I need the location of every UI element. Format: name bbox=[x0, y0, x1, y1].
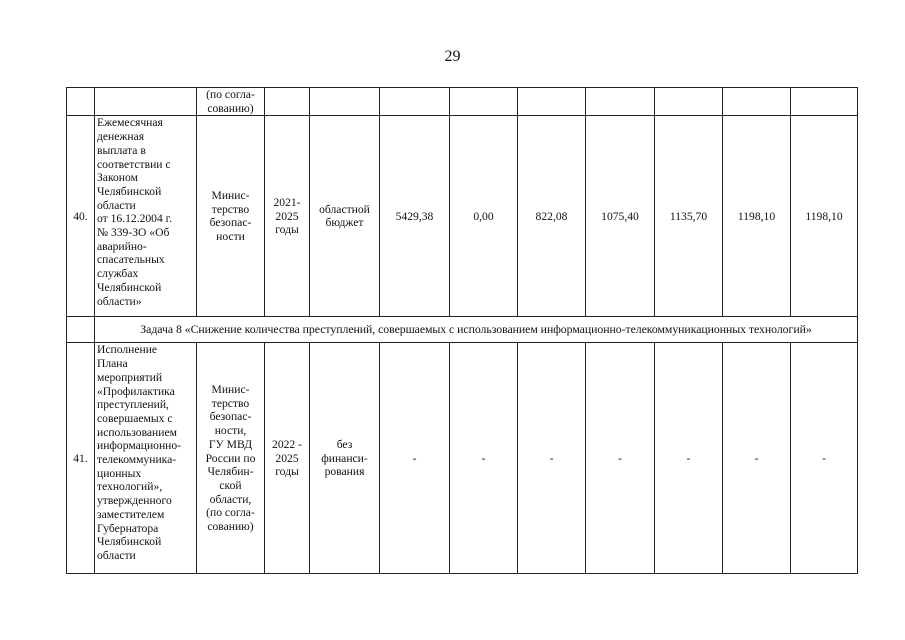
value-cell: - bbox=[450, 343, 518, 574]
name-line: технологий», bbox=[97, 480, 163, 494]
name-line: области» bbox=[97, 294, 142, 308]
executor-line: безопас- bbox=[209, 410, 252, 424]
executor-line: Минис- bbox=[211, 383, 250, 397]
executor-line: сованию) bbox=[207, 101, 254, 115]
executor-cell bbox=[197, 88, 265, 116]
name-line: службах bbox=[97, 267, 139, 281]
name-line: выплата в bbox=[97, 143, 146, 157]
measure-name-cell bbox=[95, 116, 197, 317]
name-line: совершаемых с bbox=[97, 411, 173, 425]
period-line: 2021- bbox=[273, 195, 301, 209]
cell-empty bbox=[655, 88, 723, 116]
cell-empty bbox=[586, 88, 655, 116]
executor-line: (по согла- bbox=[206, 88, 255, 101]
value-cell: 1075,40 bbox=[586, 116, 655, 317]
name-line: области bbox=[97, 548, 136, 562]
executor-line: ской bbox=[219, 478, 242, 492]
period-cell bbox=[265, 116, 310, 317]
name-line: утвержденного bbox=[97, 494, 172, 508]
period-line: 2022 - bbox=[272, 437, 302, 451]
executor-line: (по согла- bbox=[206, 506, 255, 520]
name-line: телекоммуника- bbox=[97, 453, 177, 467]
name-line: «Профилактика bbox=[97, 384, 175, 398]
name-line: Плана bbox=[97, 357, 128, 371]
value-cell: 822,08 bbox=[518, 116, 586, 317]
continued-row bbox=[67, 88, 858, 116]
name-line: области bbox=[97, 198, 136, 212]
executor-line: России по bbox=[205, 451, 256, 465]
cell-empty bbox=[723, 88, 791, 116]
executor-line: области, bbox=[209, 492, 252, 506]
value-cell: - bbox=[380, 343, 450, 574]
name-line: преступлений, bbox=[97, 398, 169, 412]
cell-empty bbox=[791, 88, 858, 116]
measure-name-cell bbox=[95, 343, 197, 574]
name-line: спасательных bbox=[97, 253, 165, 267]
executor-line: терство bbox=[211, 202, 250, 216]
cell-empty bbox=[310, 88, 380, 116]
value-cell: - bbox=[586, 343, 655, 574]
executor-line: Челябин- bbox=[207, 465, 254, 479]
program-table bbox=[66, 87, 858, 574]
value-cell: 1135,70 bbox=[655, 116, 723, 317]
executor-line: ности, bbox=[214, 424, 247, 438]
cell-empty bbox=[265, 88, 310, 116]
value-cell: 5429,38 bbox=[380, 116, 450, 317]
period-cell bbox=[265, 343, 310, 574]
cell-empty bbox=[95, 88, 197, 116]
name-line: соответствии с bbox=[97, 157, 171, 171]
value-cell: - bbox=[723, 343, 791, 574]
table-row-40 bbox=[67, 116, 858, 317]
period-line: 2025 bbox=[275, 451, 299, 465]
funding-source-cell bbox=[310, 343, 380, 574]
cell-empty bbox=[67, 317, 95, 343]
cell-empty bbox=[450, 88, 518, 116]
value-cell: - bbox=[655, 343, 723, 574]
executor-line: безопас- bbox=[209, 216, 252, 230]
task-title: Задача 8 «Снижение количества преступлений, совершаемых с использованием информационно-телекоммуникационных технологий» bbox=[95, 317, 858, 343]
value-cell: - bbox=[791, 343, 858, 574]
name-line: мероприятий bbox=[97, 370, 163, 384]
executor-line: ГУ МВД bbox=[208, 437, 253, 451]
period-line: годы bbox=[275, 223, 299, 237]
source-line: без bbox=[336, 437, 353, 451]
executor-line: терство bbox=[211, 396, 250, 410]
row-number: 41. bbox=[67, 343, 95, 574]
executor-line: ности bbox=[216, 230, 245, 244]
funding-source-cell bbox=[310, 116, 380, 317]
row-number: 40. bbox=[67, 116, 95, 317]
source-line: рования bbox=[324, 465, 365, 479]
name-line: от 16.12.2004 г. bbox=[97, 212, 173, 226]
name-line: аварийно- bbox=[97, 239, 147, 253]
name-line: Законом bbox=[97, 171, 138, 185]
source-line: финанси- bbox=[321, 451, 368, 465]
period-line: годы bbox=[275, 465, 299, 479]
name-line: № 339-ЗО «Об bbox=[97, 226, 170, 240]
name-line: денежная bbox=[97, 130, 145, 144]
name-line: Челябинской bbox=[97, 280, 162, 294]
name-line: информационно- bbox=[97, 439, 182, 453]
name-line: заместителем bbox=[97, 507, 165, 521]
name-line: Челябинской bbox=[97, 535, 162, 549]
value-cell: 1198,10 bbox=[791, 116, 858, 317]
name-line: Ежемесячная bbox=[97, 116, 163, 130]
executor-cell bbox=[197, 116, 265, 317]
name-line: Челябинской bbox=[97, 184, 162, 198]
source-line: областной bbox=[319, 202, 370, 216]
name-line: Губернатора bbox=[97, 521, 159, 535]
source-line: бюджет bbox=[325, 216, 364, 230]
task-row bbox=[67, 317, 858, 343]
executor-line: Минис- bbox=[211, 189, 250, 202]
executor-cell bbox=[197, 343, 265, 574]
name-line: Исполнение bbox=[97, 343, 158, 357]
period-line: 2025 bbox=[275, 209, 299, 223]
value-cell: 1198,10 bbox=[723, 116, 791, 317]
table-row-41 bbox=[67, 343, 858, 574]
value-cell: - bbox=[518, 343, 586, 574]
value-cell: 0,00 bbox=[450, 116, 518, 317]
name-line: использованием bbox=[97, 425, 177, 439]
page-number: 29 bbox=[444, 48, 461, 65]
executor-line: сованию) bbox=[207, 520, 254, 534]
cell-empty bbox=[67, 88, 95, 116]
cell-empty bbox=[380, 88, 450, 116]
name-line: ционных bbox=[97, 466, 142, 480]
cell-empty bbox=[518, 88, 586, 116]
